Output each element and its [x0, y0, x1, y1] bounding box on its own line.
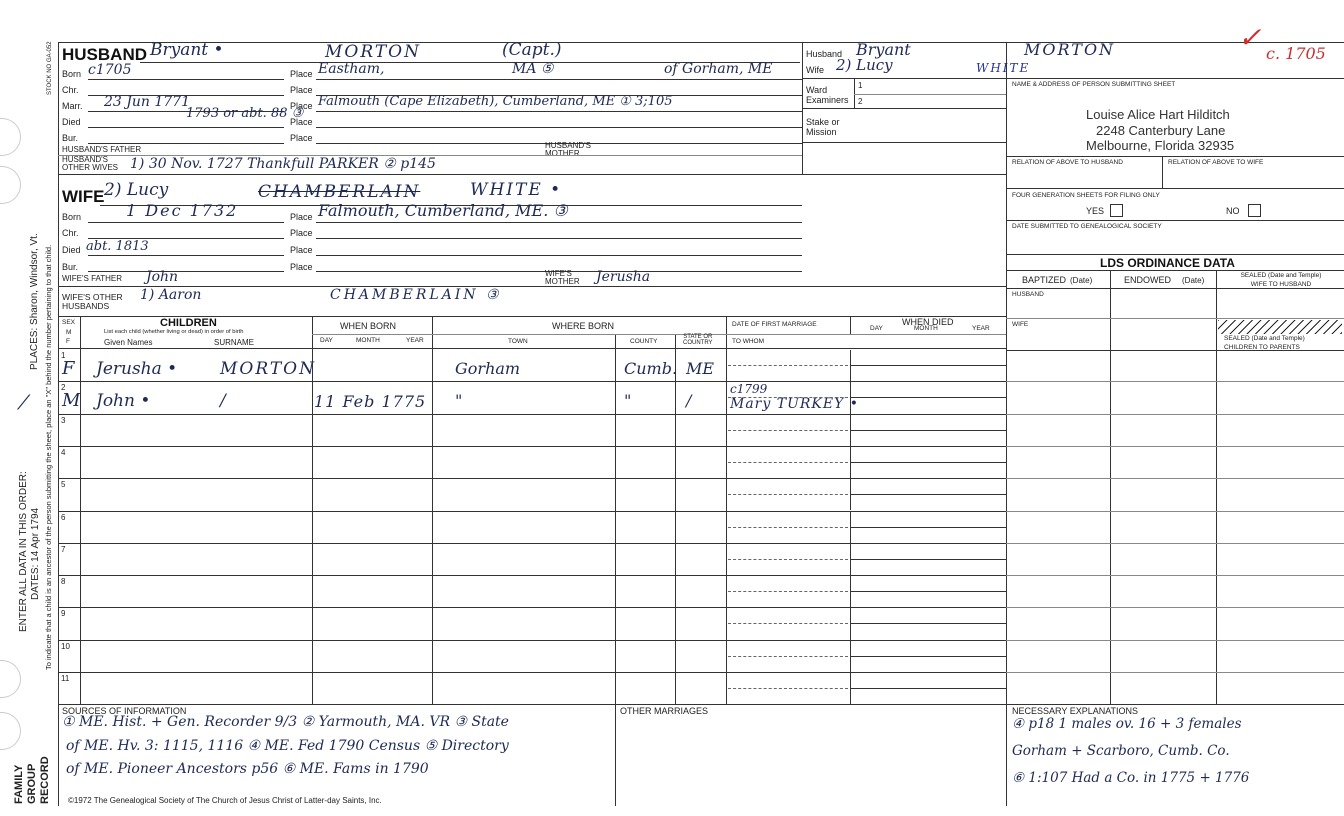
husband-surname[interactable]: MORTON [325, 42, 421, 62]
child-number: 5 [61, 480, 66, 490]
wife-label: WIFE [62, 187, 105, 206]
punch-hole [0, 118, 21, 156]
died-box-edge [850, 430, 851, 446]
marriage-line [728, 559, 848, 560]
lds-row-divider [1006, 511, 1344, 512]
side-husband-surname[interactable]: MORTON [1024, 40, 1116, 59]
child-number: 11 [61, 674, 70, 683]
child-given-name[interactable]: John • [96, 391, 151, 412]
died-box-edge [850, 397, 851, 413]
submitter-label: NAME & ADDRESS OF PERSON SUBMITTING SHEET [1012, 81, 1176, 88]
wife-maiden-struck[interactable]: CHAMBERLAIN [258, 182, 421, 202]
husband-other-wives-label: HUSBAND'S OTHER WIVES [62, 155, 119, 172]
husband-died-label: Died [62, 117, 81, 127]
yes-label: YES [1086, 206, 1105, 216]
lds-row-divider [1006, 640, 1344, 641]
ward-examiner-2: 2 [858, 97, 863, 106]
sealed-blocked-area [1218, 320, 1342, 334]
wife-died-place-label: Place [290, 245, 313, 255]
died-line [850, 527, 1006, 528]
lds-row-divider [1006, 381, 1344, 382]
state-country-label: STATE OR COUNTRY [683, 334, 713, 346]
date-submitted-label: DATE SUBMITTED TO GENEALOGICAL SOCIETY [1012, 223, 1162, 230]
check-mark: ✓ [1238, 21, 1262, 54]
child-surname[interactable]: / [220, 391, 228, 412]
child-number: 2 [61, 383, 66, 393]
child-number: 10 [61, 641, 70, 651]
side-wife-surname[interactable]: WHITE [976, 61, 1031, 75]
endowed-date-label: (Date) [1182, 276, 1205, 285]
margin-mark: ⁄ [22, 390, 26, 414]
enter-all-note: ENTER ALL DATA IN THIS ORDER: [18, 471, 29, 632]
marriage-line [728, 656, 848, 657]
relation-husband-label: RELATION OF ABOVE TO HUSBAND [1012, 159, 1123, 166]
lds-wife-label: WIFE [1012, 321, 1029, 328]
copyright-notice: ©1972 The Genealogical Society of The Church of Jesus Christ of Latter-day Saints, Inc. [68, 796, 382, 805]
sex-label: SEX [62, 319, 76, 326]
wife-chr-label: Chr. [62, 228, 79, 238]
child-birth-state[interactable]: / [686, 391, 692, 411]
died-line [850, 430, 1006, 431]
ward-examiner-1: 1 [858, 81, 863, 90]
died-box-edge [850, 462, 851, 478]
husband-born-place-label: Place [290, 69, 313, 79]
county-label: COUNTY [630, 338, 658, 345]
first-marriage-label: DATE OF FIRST MARRIAGE [732, 321, 817, 328]
to-whom-label: TO WHOM [732, 338, 765, 345]
wife-chr-place-label: Place [290, 228, 313, 238]
child-number: 6 [61, 512, 66, 522]
town-label: TOWN [508, 338, 528, 345]
when-died-label: WHEN DIED [902, 317, 954, 327]
lds-row-divider [1006, 672, 1344, 673]
punch-hole [0, 712, 21, 750]
given-names-label: Given Names [104, 338, 153, 347]
form-stock-number: STOCK NO GA-052 [47, 41, 53, 95]
wife-born-label: Born [62, 212, 82, 222]
punch-hole [0, 166, 21, 204]
children-subtitle: List each child (whether living or dead) in order of birth [104, 329, 244, 335]
child-number: 4 [61, 447, 66, 457]
when-born-label: WHEN BORN [340, 321, 396, 331]
no-label: NO [1226, 206, 1240, 216]
died-line [850, 623, 1006, 624]
wife-born-place[interactable]: Falmouth, Cumberland, ME. ③ [318, 201, 568, 220]
husband-born-place[interactable]: Eastham, [318, 61, 385, 77]
died-box-edge [850, 673, 851, 688]
child-birth-county[interactable]: Cumb. [624, 359, 678, 378]
lds-row-divider [1006, 414, 1344, 415]
died-line [850, 656, 1006, 657]
sources-line-1[interactable]: ① ME. Hist. + Gen. Recorder 9/3 ② Yarmouth, MA. VR ③ State [62, 714, 509, 730]
lds-row-divider [1006, 575, 1344, 576]
child-number: 3 [61, 415, 66, 425]
died-line [850, 397, 1006, 398]
died-box-edge [850, 559, 851, 575]
submitter-city: Melbourne, Florida 32935 [1086, 138, 1235, 153]
died-box-edge [850, 382, 851, 397]
marriage-line [728, 591, 848, 592]
wife-given[interactable]: 2) Lucy [104, 180, 169, 200]
husband-marr-place[interactable]: Falmouth (Cape Elizabeth), Cumberland, ME ① 3;105 [318, 94, 673, 109]
lds-husband-label: HUSBAND [1012, 291, 1044, 298]
born-month-label: MONTH [356, 337, 380, 344]
no-checkbox[interactable] [1248, 204, 1261, 217]
child-birth-town[interactable]: " [455, 391, 463, 411]
died-box-edge [850, 544, 851, 559]
child-marriage-date[interactable]: c1799 [730, 382, 768, 397]
died-line [850, 591, 1006, 592]
baptized-date-label: (Date) [1070, 276, 1093, 285]
marriage-line [728, 462, 848, 463]
died-box-edge [850, 479, 851, 494]
died-box-edge [850, 641, 851, 656]
wife-died[interactable]: abt. 1813 [86, 239, 149, 254]
child-birth-state[interactable]: ME [686, 359, 715, 378]
relation-wife-label: RELATION OF ABOVE TO WIFE [1168, 159, 1264, 166]
child-sex[interactable]: F [62, 358, 75, 379]
marriage-line [728, 397, 848, 398]
other-marriages-label: OTHER MARRIAGES [620, 706, 709, 716]
four-generation-label: FOUR GENERATION SHEETS FOR FILING ONLY [1012, 192, 1160, 199]
child-number: 7 [61, 544, 66, 554]
sources-label: SOURCES OF INFORMATION [62, 706, 187, 716]
mission-label: Mission [806, 127, 837, 137]
lds-row-divider [1006, 607, 1344, 608]
died-month-label: MONTH [914, 325, 938, 332]
wife-other-husbands-label: WIFE'S OTHER HUSBANDS [62, 292, 123, 311]
child-number: 1 [61, 351, 66, 360]
wife-father-label: WIFE'S FATHER [62, 274, 123, 283]
side-husband-label: Husband [806, 49, 843, 59]
wife-mother[interactable]: Jerusha [596, 269, 651, 285]
died-box-edge [850, 512, 851, 527]
died-box-edge [850, 576, 851, 591]
died-box-edge [850, 591, 851, 607]
submitter-street: 2248 Canterbury Lane [1096, 123, 1226, 138]
marriage-line [728, 365, 848, 366]
marriage-line [728, 527, 848, 528]
wife-died-label: Died [62, 245, 81, 255]
examiners-label: Examiners [806, 95, 849, 105]
died-line [850, 365, 1006, 366]
husband-title[interactable]: (Capt.) [502, 40, 562, 60]
marriage-line [728, 623, 848, 624]
died-box-edge [850, 350, 851, 365]
marriage-line [728, 688, 848, 689]
husband-bur-place-label: Place [290, 133, 313, 143]
husband-born-date[interactable]: c1705 [88, 62, 132, 78]
wife-bur-place-label: Place [290, 262, 313, 272]
died-box-edge [850, 608, 851, 623]
child-number: 9 [61, 609, 66, 619]
side-wife-label: Wife [806, 65, 824, 75]
baptized-label: BAPTIZED [1022, 275, 1067, 285]
endowed-label: ENDOWED [1124, 275, 1171, 285]
child-birth-town[interactable]: Gorham [455, 359, 521, 378]
explanations-line-2[interactable]: Gorham + Scarboro, Cumb. Co. [1012, 743, 1230, 759]
dates-note: DATES: 14 Apr 1794 [30, 507, 41, 600]
explanations-line-1[interactable]: ④ p18 1 males ov. 16 + 3 females [1012, 716, 1242, 732]
lds-title: LDS ORDINANCE DATA [1100, 256, 1235, 270]
surname-label: SURNAME [214, 338, 255, 347]
side-husband-given[interactable]: Bryant [856, 40, 911, 59]
husband-born-label: Born [62, 69, 82, 79]
died-day-label: DAY [870, 325, 883, 332]
side-wife-given[interactable]: 2) Lucy [836, 56, 893, 74]
husband-chr-place-label: Place [290, 85, 313, 95]
husband-marr-place-label: Place [290, 101, 313, 111]
yes-checkbox[interactable] [1110, 204, 1123, 217]
wife-other-husbands-surname[interactable]: CHAMBERLAIN ③ [330, 287, 502, 303]
where-born-label: WHERE BORN [552, 321, 615, 331]
wife-other-husbands[interactable]: 1) Aaron [140, 287, 202, 303]
child-spouse[interactable]: Mary TURKEY • [730, 396, 860, 413]
died-line [850, 559, 1006, 560]
sex-m-label: M [66, 329, 72, 336]
child-birth-county[interactable]: " [624, 391, 632, 411]
died-year-label: YEAR [972, 325, 990, 332]
child-surname[interactable]: MORTON [220, 359, 316, 379]
husband-died[interactable]: 1793 or abt. 88 ③ [186, 106, 304, 121]
submitter-name: Louise Alice Hart Hilditch [1086, 107, 1230, 122]
wife-bur-label: Bur. [62, 262, 79, 272]
died-box-edge [850, 688, 851, 704]
born-year-label: YEAR [406, 337, 424, 344]
explanations-line-3[interactable]: ⑥ 1:107 Had a Co. in 1775 + 1776 [1012, 770, 1250, 786]
explanations-label: NECESSARY EXPLANATIONS [1012, 706, 1139, 716]
husband-chr-label: Chr. [62, 85, 79, 95]
form-top-border [58, 42, 1344, 43]
ancestor-instruction: To indicate that a child is an ancestor of the person submitting the sheet, place an "X" behind the number pertaining to that child. [44, 244, 53, 670]
sex-f-label: F [66, 338, 70, 345]
husband-other-wives[interactable]: 1) 30 Nov. 1727 Thankfull PARKER ② p145 [130, 156, 436, 172]
husband-marr-label: Marr. [62, 101, 83, 111]
sealed-children-label: SEALED (Date and Temple) CHILDREN TO PARENTS [1224, 335, 1305, 351]
ward-label: Ward [806, 85, 828, 95]
husband-father-label: HUSBAND'S FATHER [62, 145, 142, 154]
died-box-edge [850, 656, 851, 672]
wife-born-place-label: Place [290, 212, 313, 222]
lds-row-divider [1006, 478, 1344, 479]
died-box-edge [850, 447, 851, 462]
children-title: CHILDREN [160, 317, 217, 329]
husband-born-residence[interactable]: of Gorham, ME [664, 61, 773, 77]
died-box-edge [850, 527, 851, 543]
died-box-edge [850, 494, 851, 510]
husband-marr-date[interactable]: 23 Jun 1771 [104, 94, 190, 110]
child-birth-date[interactable]: 11 Feb 1775 [314, 392, 427, 412]
died-line [850, 494, 1006, 495]
husband-given[interactable]: Bryant • [150, 40, 224, 60]
wife-born-date[interactable]: 1 Dec 1732 [126, 201, 239, 220]
places-note: PLACES: Sharon, Windsor, Vt. [29, 233, 40, 370]
wife-surname[interactable]: WHITE • [470, 180, 563, 200]
lds-row-divider [1006, 543, 1344, 544]
husband-born-state[interactable]: MA ⑤ [512, 61, 554, 77]
sources-line-3[interactable]: of ME. Pioneer Ancestors p56 ⑥ ME. Fams in 1790 [66, 761, 429, 777]
punch-hole [0, 660, 21, 698]
marriage-line [728, 430, 848, 431]
died-line [850, 688, 1006, 689]
wife-father[interactable]: John [146, 269, 179, 285]
died-line [850, 462, 1006, 463]
child-sex[interactable]: M [62, 390, 81, 412]
died-box-edge [850, 415, 851, 430]
wife-mother-label: WIFE'S MOTHER [545, 269, 580, 286]
lds-row-divider [1006, 446, 1344, 447]
husband-mother-label: HUSBAND'S MOTHER [545, 141, 591, 158]
husband-bur-label: Bur. [62, 133, 79, 143]
husband-died-place-label: Place [290, 117, 313, 127]
marriage-line [728, 494, 848, 495]
died-box-edge [850, 365, 851, 381]
side-date-mark: c. 1705 [1266, 44, 1326, 63]
child-given-name[interactable]: Jerusha • [96, 359, 178, 379]
stake-label: Stake or [806, 117, 840, 127]
husband-label: HUSBAND [62, 45, 147, 64]
born-day-label: DAY [320, 337, 333, 344]
sealed-wife-label: SEALED (Date and Temple) WIFE TO HUSBAND [1240, 272, 1322, 288]
sources-line-2[interactable]: of ME. Hv. 3: 1115, 1116 ④ ME. Fed 1790 Census ⑤ Directory [66, 738, 509, 754]
child-number: 8 [61, 577, 66, 587]
died-box-edge [850, 623, 851, 639]
